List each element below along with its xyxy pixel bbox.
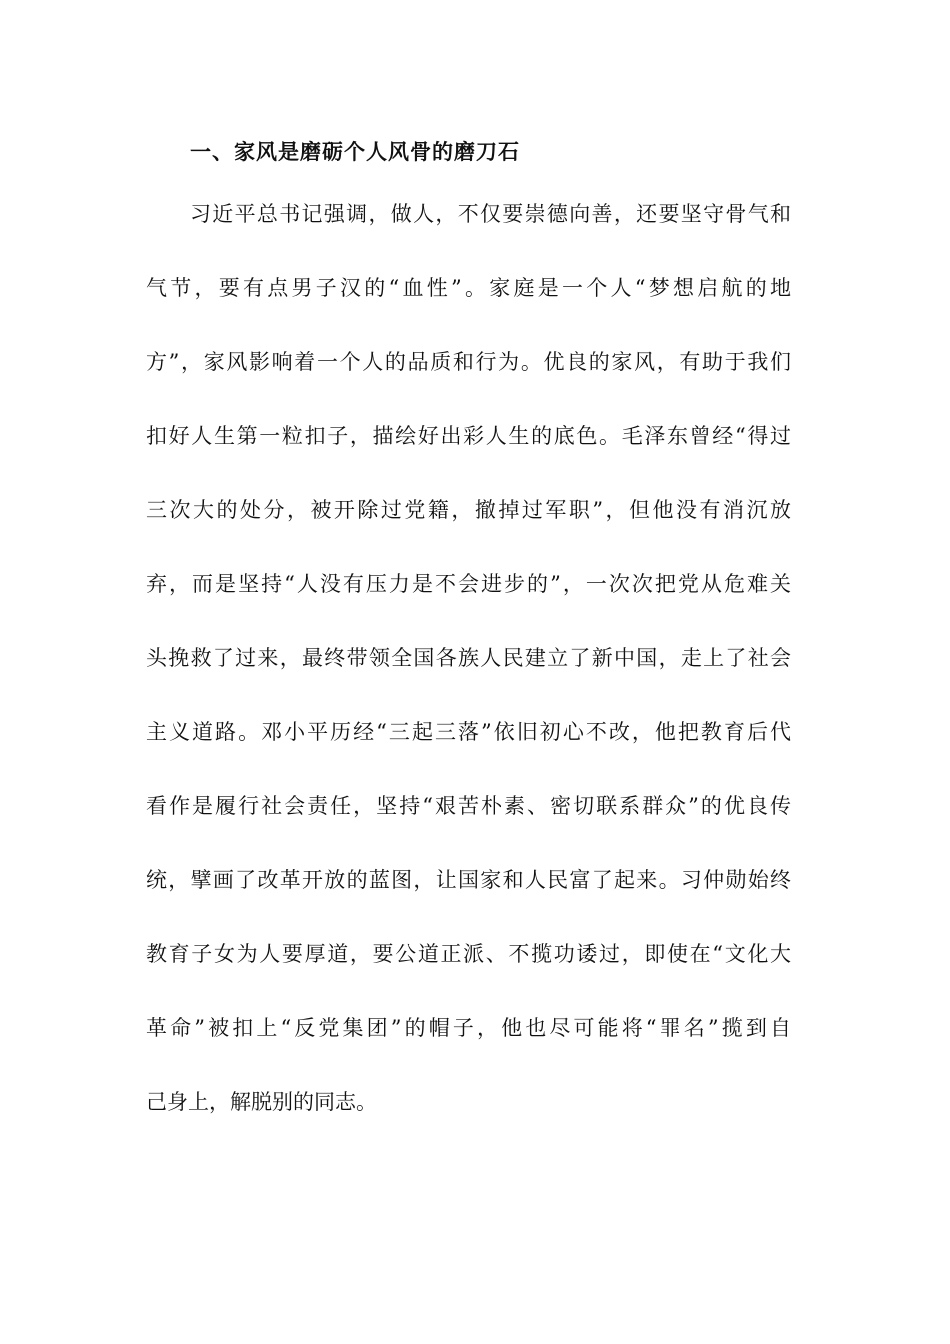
paragraph-line: 革命”被扣上“反党集团”的帽子，他也尽可能将“罪名”揽到自: [146, 1016, 791, 1040]
paragraph-line: 头挽救了过来，最终带领全国各族人民建立了新中国，走上了社会: [146, 646, 791, 670]
paragraph-line: 三次大的处分，被开除过党籍，撤掉过军职”，但他没有消沉放: [146, 498, 791, 522]
paragraph-line: 己身上，解脱别的同志。: [146, 1090, 377, 1114]
paragraph-line: 扣好人生第一粒扣子，描绘好出彩人生的底色。毛泽东曾经“得过: [146, 424, 791, 448]
paragraph-line: 统，擘画了改革开放的蓝图，让国家和人民富了起来。习仲勋始终: [146, 868, 791, 892]
paragraph-line: 习近平总书记强调，做人，不仅要崇德向善，还要坚守骨气和: [190, 202, 791, 226]
paragraph-line: 弃，而是坚持“人没有压力是不会进步的”，一次次把党从危难关: [146, 572, 791, 596]
paragraph-line: 看作是履行社会责任，坚持“艰苦朴素、密切联系群众”的优良传: [146, 794, 791, 818]
section-heading: 一、家风是磨砺个人风骨的磨刀石: [190, 139, 520, 164]
paragraph-line: 方”，家风影响着一个人的品质和行为。优良的家风，有助于我们: [146, 350, 791, 374]
paragraph-line: 教育子女为人要厚道，要公道正派、不揽功诿过，即使在“文化大: [146, 942, 791, 966]
paragraph-line: 主义道路。邓小平历经“三起三落”依旧初心不改，他把教育后代: [146, 720, 791, 744]
paragraph-line: 气节，要有点男子汉的“血性”。家庭是一个人“梦想启航的地: [146, 276, 791, 300]
